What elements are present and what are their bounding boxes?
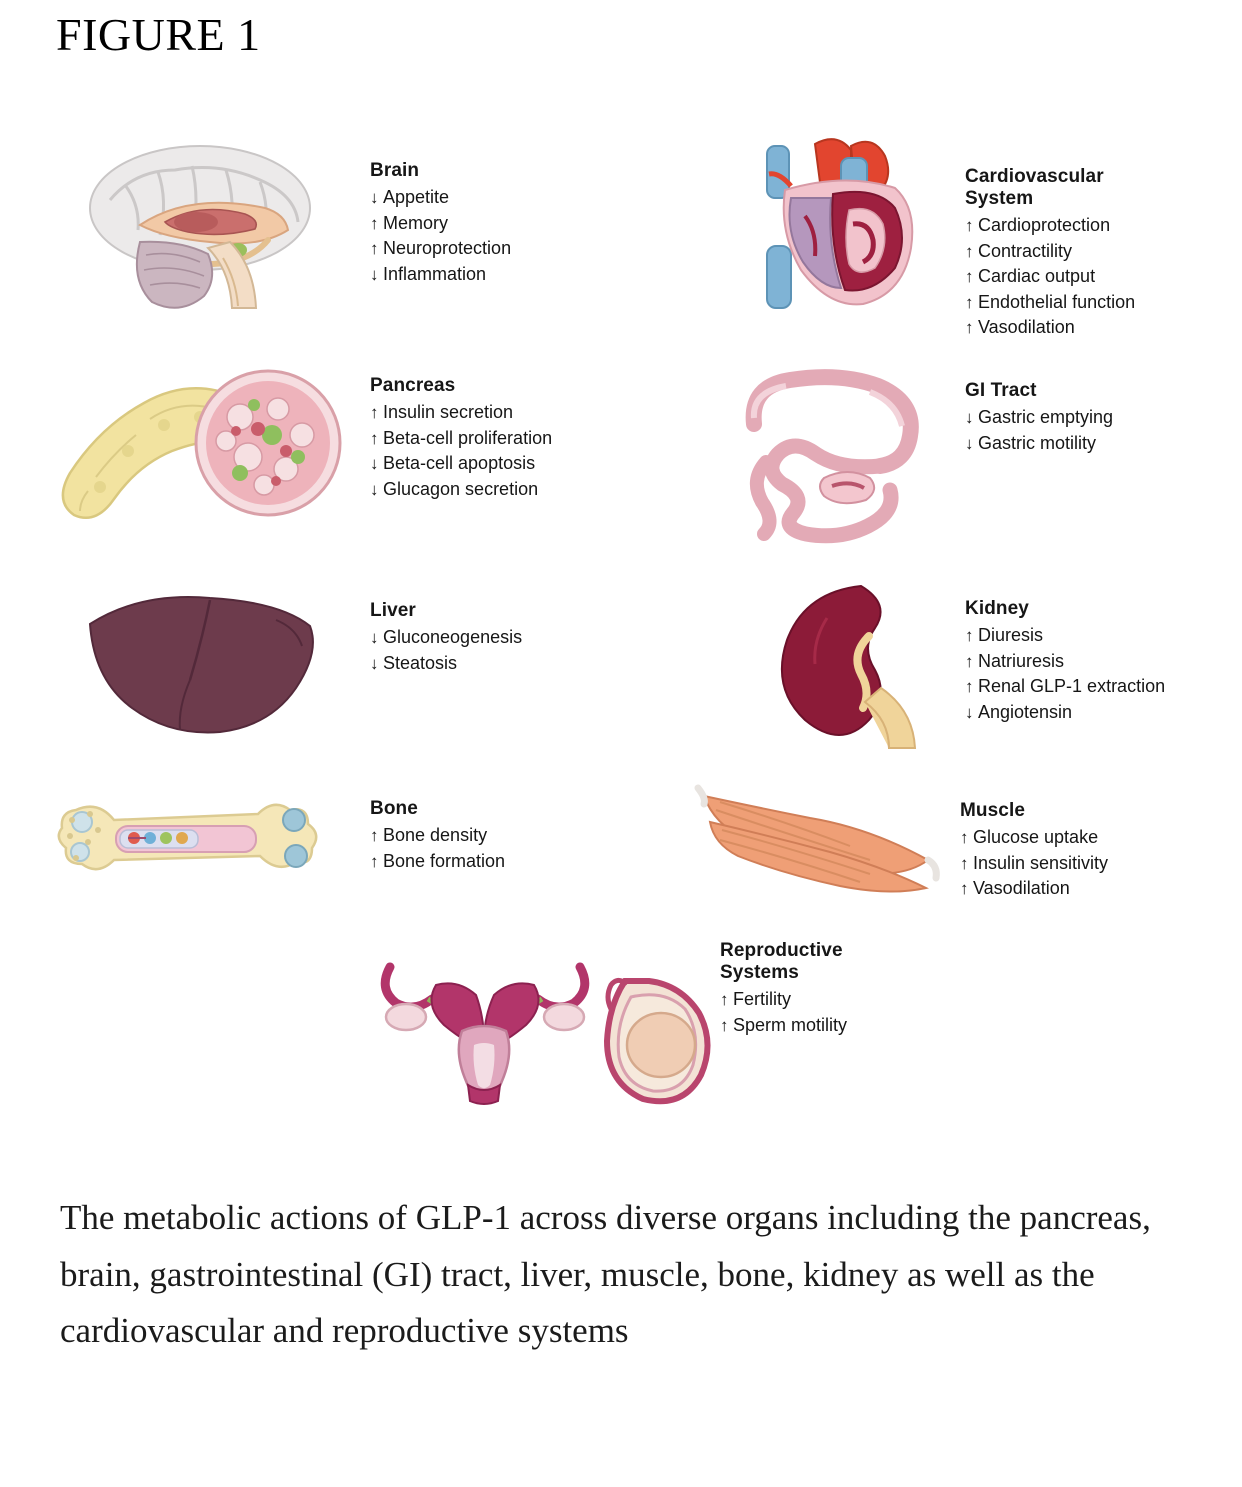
effect-item	[965, 649, 1165, 675]
arrow-up-icon: ↑	[965, 626, 974, 645]
effect-item	[960, 876, 1108, 902]
liver-text	[370, 600, 522, 676]
organ-label-bone: Bone	[370, 798, 418, 819]
arrow-up-icon: ↑	[720, 1015, 729, 1035]
effect-item	[370, 651, 522, 677]
effect-item	[370, 211, 511, 237]
effect-label: Contractility	[978, 240, 1073, 261]
arrow-up-icon: ↑	[370, 826, 379, 845]
kidney-illustration	[765, 578, 935, 753]
arrow-up-icon: ↑	[960, 853, 969, 873]
arrow-up-icon: ↑	[965, 292, 974, 312]
effect-item	[370, 262, 511, 288]
organ-label-reproductive-systems: Reproductive Systems	[720, 940, 843, 983]
effect-label: Inflammation	[383, 263, 487, 284]
figure-diagram	[0, 110, 1242, 1180]
arrow-up-icon: ↑	[720, 990, 729, 1009]
figure-title: FIGURE 1	[56, 9, 261, 60]
effect-item	[370, 451, 552, 477]
arrow-up-icon: ↑	[965, 318, 974, 338]
effect-item	[370, 823, 505, 849]
effect-label: Memory	[383, 212, 449, 233]
effect-label: Glucagon secretion	[383, 478, 539, 499]
effect-item	[965, 623, 1165, 649]
cardiovascular-text	[965, 166, 1135, 341]
reproductive-text	[720, 940, 847, 1038]
pancreas-illustration	[40, 365, 350, 545]
figure-caption: The metabolic actions of GLP-1 across diverse organs including the pancreas, brain, gastrointestinal (GI) tract, liver, muscle, bone, kidney as well as the cardiovascular and reproductive systems	[60, 1198, 1151, 1351]
effect-label: Steatosis	[383, 652, 458, 673]
organ-label-gi-tract: GI Tract	[965, 380, 1037, 401]
effect-label: Gastric motility	[978, 432, 1097, 453]
arrow-up-icon: ↑	[960, 879, 969, 899]
organ-label-cardiovascular-system: Cardiovascular System	[965, 166, 1104, 209]
kidney-text	[965, 598, 1165, 725]
effect-item	[965, 290, 1135, 316]
organ-label-brain: Brain	[370, 160, 420, 181]
arrow-up-icon: ↑	[370, 851, 379, 871]
arrow-up-icon: ↑	[960, 828, 969, 847]
arrow-down-icon: ↓	[370, 479, 379, 499]
arrow-up-icon: ↑	[965, 651, 974, 671]
effect-label: Sperm motility	[733, 1014, 848, 1035]
effect-label: Glucose uptake	[973, 827, 1099, 847]
bone-text	[370, 798, 505, 874]
effect-item	[370, 849, 505, 875]
effect-item	[720, 1013, 847, 1039]
arrow-up-icon: ↑	[370, 239, 379, 259]
effect-label: Angiotensin	[978, 701, 1073, 722]
testis-illustration	[595, 971, 725, 1111]
arrow-down-icon: ↓	[370, 454, 379, 474]
effect-label: Cardioprotection	[978, 215, 1111, 235]
effect-item	[370, 625, 522, 651]
effect-label: Fertility	[733, 989, 791, 1009]
uterus-illustration	[350, 945, 620, 1105]
muscle-illustration	[690, 782, 940, 902]
effect-item	[370, 426, 552, 452]
organ-label-pancreas: Pancreas	[370, 375, 456, 396]
liver-illustration	[70, 580, 330, 750]
effect-item	[370, 400, 552, 426]
bone-illustration	[50, 790, 330, 900]
effect-label: Gastric emptying	[978, 407, 1114, 427]
pancreas-text	[370, 375, 552, 502]
arrow-up-icon: ↑	[965, 267, 974, 287]
effect-label: Vasodilation	[978, 317, 1075, 338]
arrow-down-icon: ↓	[370, 188, 379, 207]
organ-label-kidney: Kidney	[965, 598, 1029, 619]
arrow-down-icon: ↓	[965, 433, 974, 453]
effect-label: Insulin secretion	[383, 402, 514, 422]
effect-item	[965, 239, 1135, 265]
effect-item	[965, 264, 1135, 290]
muscle-text	[960, 800, 1108, 902]
effect-item	[965, 700, 1165, 726]
brain-illustration	[80, 130, 330, 320]
effect-label: Endothelial function	[978, 291, 1136, 312]
arrow-up-icon: ↑	[370, 403, 379, 422]
effect-item	[960, 825, 1108, 851]
effect-item	[370, 236, 511, 262]
gi-tract-text	[965, 380, 1113, 456]
effect-label: Neuroprotection	[383, 238, 512, 259]
effect-label: Beta-cell apoptosis	[383, 453, 536, 474]
arrow-up-icon: ↑	[965, 677, 974, 697]
arrow-up-icon: ↑	[370, 213, 379, 233]
gi-tract-illustration	[720, 362, 940, 552]
arrow-down-icon: ↓	[370, 653, 379, 673]
effect-label: Appetite	[383, 187, 450, 207]
effect-label: Renal GLP-1 extraction	[978, 676, 1166, 697]
arrow-down-icon: ↓	[965, 408, 974, 427]
effect-item	[965, 315, 1135, 341]
effect-item	[370, 477, 552, 503]
effect-label: Bone formation	[383, 850, 506, 871]
arrow-down-icon: ↓	[370, 264, 379, 284]
effect-item	[960, 851, 1108, 877]
effect-item	[965, 674, 1165, 700]
effect-item	[370, 185, 511, 211]
organ-label-liver: Liver	[370, 600, 416, 621]
effect-label: Beta-cell proliferation	[383, 427, 553, 448]
effect-label: Vasodilation	[973, 878, 1070, 899]
effect-label: Bone density	[383, 825, 488, 845]
effect-item	[965, 213, 1135, 239]
effect-item	[720, 987, 847, 1013]
effect-label: Gluconeogenesis	[383, 627, 523, 647]
arrow-up-icon: ↑	[965, 241, 974, 261]
arrow-down-icon: ↓	[965, 702, 974, 722]
arrow-down-icon: ↓	[370, 628, 379, 647]
organ-label-muscle: Muscle	[960, 800, 1026, 821]
heart-illustration	[745, 128, 935, 323]
brain-text	[370, 160, 511, 287]
effect-item	[965, 405, 1113, 431]
effect-label: Insulin sensitivity	[973, 852, 1109, 873]
arrow-up-icon: ↑	[965, 216, 974, 235]
arrow-up-icon: ↑	[370, 428, 379, 448]
effect-label: Cardiac output	[978, 266, 1096, 287]
effect-label: Diuresis	[978, 625, 1044, 645]
effect-item	[965, 431, 1113, 457]
effect-label: Natriuresis	[978, 650, 1065, 671]
